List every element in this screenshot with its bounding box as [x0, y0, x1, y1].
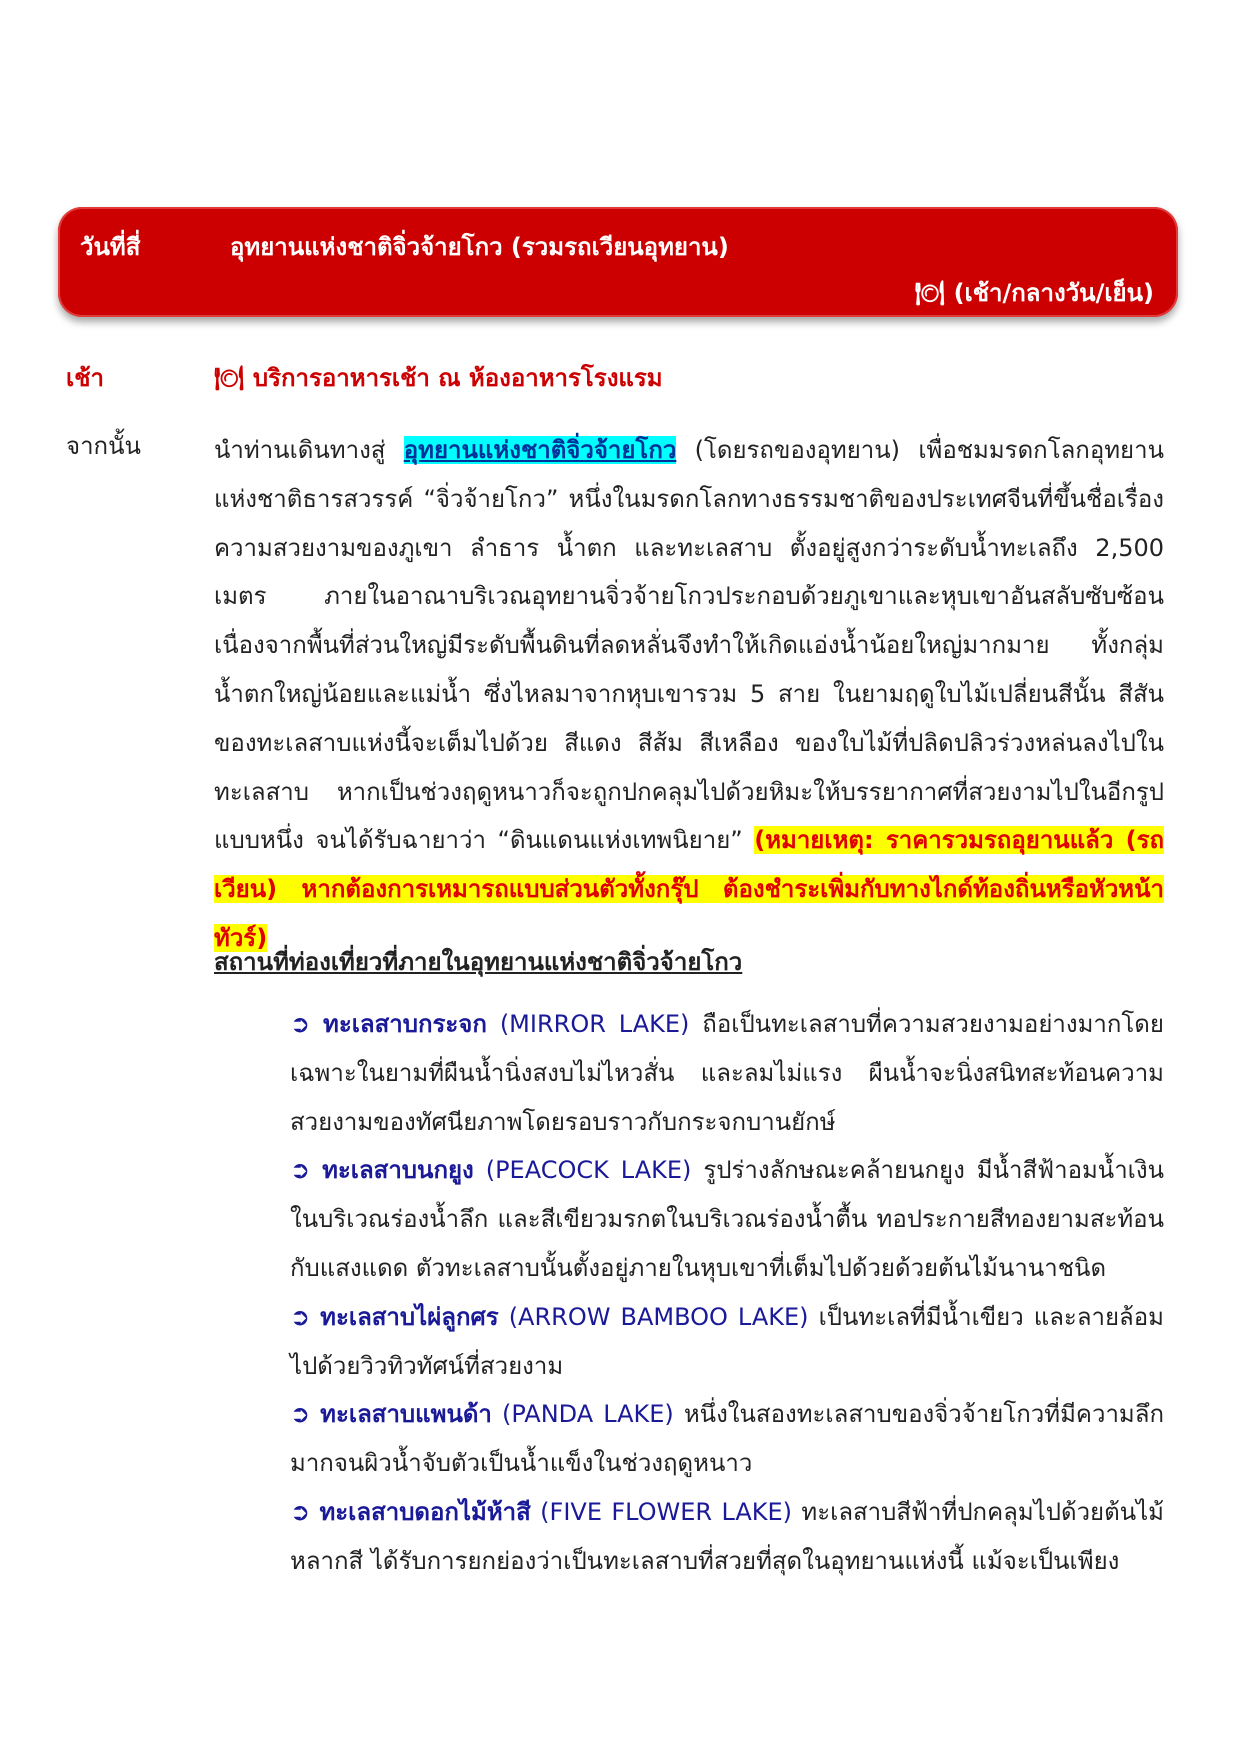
arrow-icon: ➲: [290, 1302, 311, 1331]
intro-text: นำท่านเดินทางสู่: [214, 436, 404, 464]
lake-item-mirror: [290, 1000, 1164, 1146]
park-description: [214, 426, 1164, 963]
park-name-highlight: อุทยานแห่งชาติจิ่วจ้ายโกว: [403, 436, 677, 464]
lake-item-panda: [290, 1390, 1164, 1488]
lake-name: ทะเลสาบดอกไม้ห้าสี: [319, 1497, 531, 1526]
lake-english-name: (ARROW BAMBOO LAKE): [508, 1302, 809, 1331]
park-body-text: (โดยรถของอุทยาน) เพื่อชมมรดกโลกอุทยานแห่งชาติธารสวรรค์ “จิ่วจ้ายโกว” หนึ่งในมรดกโลกทางธรรมชาติของประเทศจีนที่ขึ้นชื่อเรื่องความสวยงามของภูเขา ลำธาร น้ำตก และทะเลสาบ ตั้งอยู่สูงกว่าระดับน้ำทะเลถึง 2,500 เมตร ภายในอาณาบริเวณอุทยานจิ่วจ้ายโกวประกอบด้วยภูเขาและหุบเขาอันสลับซับซ้อน เนื่องจากพื้นที่ส่วนใหญ่มีระดับพื้นดินที่ลดหลั่นจึงทำให้เกิดแอ่งน้ำน้อยใหญ่มากมาย ทั้งกลุ่มน้ำตกใหญ่น้อยและแม่น้ำ ซึ่งไหลมาจากหุบเขารวม 5 สาย ในยามฤดูใบไม้เปลี่ยนสีนั้น สีสันของทะเลสาบแห่งนี้จะเต็มไปด้วย สีแดง สีส้ม สีเหลือง ของใบไม้ที่ปลิดปลิวร่วงหล่นลงไปในทะเลสาบ หากเป็นช่วงฤดูหนาวก็จะถูกปกคลุมไปด้วยหิมะให้บรรยากาศที่สวยงามไปในอีกรูปแบบหนึ่ง จนได้รับฉายาว่า “ดินแดนแห่งเทพนิยาย”: [214, 436, 1165, 855]
meal-icon: 🍽: [214, 364, 245, 392]
lake-english-name: (PEACOCK LAKE): [485, 1156, 692, 1185]
lake-list: [290, 1000, 1164, 1586]
day-title: อุทยานแห่งชาติจิ่วจ้ายโกว (รวมรถเวียนอุทยาน): [230, 233, 729, 261]
lake-name: ทะเลสาบกระจก: [323, 1010, 487, 1038]
lake-item-five-flower: [290, 1488, 1164, 1586]
lake-english-name: (MIRROR LAKE): [499, 1010, 690, 1038]
meal-icon: 🍽: [914, 279, 946, 307]
lake-item-arrow-bamboo: [290, 1293, 1164, 1391]
breakfast-line: [214, 358, 663, 397]
lake-description: หนึ่งในสองทะเลสาบของจิ่วจ้ายโกวที่มีความลึกมากจนผิวน้ำจับตัวเป็นน้ำแข็งในช่วงฤดูหนาว: [290, 1400, 1164, 1478]
arrow-icon: ➲: [290, 1497, 311, 1526]
lake-description: เป็นทะเลที่มีน้ำเขียว และลายล้อมไปด้วยวิวทิวทัศน์ที่สวยงาม: [290, 1302, 1165, 1380]
arrow-icon: ➲: [290, 1010, 311, 1038]
breakfast-text: บริการอาหารเช้า ณ ห้องอาหารโรงแรม: [252, 364, 663, 392]
lake-english-name: (FIVE FLOWER LAKE): [540, 1497, 793, 1526]
lake-name: ทะเลสาบแพนด้า: [320, 1400, 492, 1429]
lake-name: ทะเลสาบนกยูง: [322, 1156, 474, 1185]
price-note-highlight: (หมายเหตุ: ราคารวมรถอุยานแล้ว (รถเวียน) หากต้องการเหมารถแบบส่วนตัวทั้งกรุ๊ป ต้องชำระเพิ่มกับทางไกด์ท้องถิ่นหรือหัวหน้าทัวร์): [214, 826, 1164, 952]
day-meals: [915, 273, 1154, 312]
lake-description: รูปร่างลักษณะคล้ายนกยูง มีน้ำสีฟ้าอมน้ำเงินในบริเวณร่องน้ำลึก และสีเขียวมรกตในบริเวณร่องน้ำตื้น ทอประกายสีทองยามสะท้อนกับแสงแดด ตัวทะเลสาบนั้นตั้งอยู่ภายในหุบเขาที่เต็มไปด้วยด้วยต้นไม้นานาชนิด: [290, 1156, 1165, 1282]
day-banner: [58, 207, 1178, 317]
lake-english-name: (PANDA LAKE): [501, 1400, 674, 1429]
lake-description: ทะเลสาบสีฟ้าที่ปกคลุมไปด้วยต้นไม้หลากสี ได้รับการยกย่องว่าเป็นทะเลสาบที่สวยที่สุดในอุทยานแห่งนี้ แม้จะเป็นเพียง: [290, 1497, 1164, 1575]
attractions-heading: สถานที่ท่องเที่ยวที่ภายในอุทยานแห่งชาติจิ่วจ้ายโกว: [214, 948, 743, 976]
morning-label: เช้า: [66, 364, 104, 392]
arrow-icon: ➲: [290, 1400, 311, 1429]
lake-item-peacock: [290, 1146, 1164, 1292]
meals-text: (เช้า/กลางวัน/เย็น): [953, 279, 1154, 307]
lake-name: ทะเลสาบไผ่ลูกศร: [320, 1302, 499, 1331]
then-label: จากนั้น: [66, 432, 141, 460]
day-label: วันที่สี่: [80, 233, 141, 261]
arrow-icon: ➲: [290, 1156, 311, 1185]
lake-description: ถือเป็นทะเลสาบที่ความสวยงามอย่างมากโดยเฉพาะในยามที่ผืนน้ำนิ่งสงบไม่ไหวสั่น และลมไม่แรง ผืนน้ำจะนิ่งสนิทสะท้อนความสวยงามของทัศนียภาพโดยรอบราวกับกระจกบานยักษ์: [290, 1010, 1164, 1136]
